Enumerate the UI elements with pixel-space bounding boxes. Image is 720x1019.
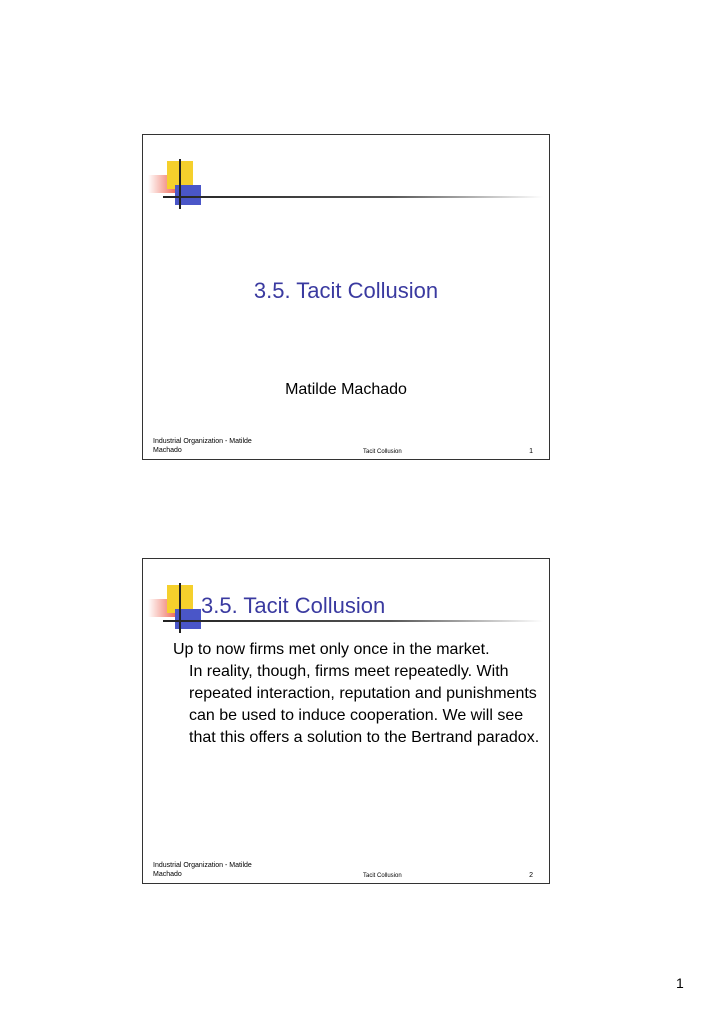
slide-title: 3.5. Tacit Collusion (253, 278, 439, 303)
footer-left-line2: Machado (153, 447, 182, 454)
deco-horizontal-line (163, 196, 543, 198)
body-continuation: In reality, though, firms meet repeatedly. With repeated interaction, reputation and punishments can be used to induce cooperation. We will see that this offers a solution to the Bertrand paradox. (189, 663, 540, 746)
slide-footer-center: Tacit Collusion (363, 873, 402, 879)
footer-left-line1: Industrial Organization - Matilde (153, 438, 252, 445)
footer-left-line1: Industrial Organization - Matilde (153, 862, 252, 869)
slide-title: 3.5. Tacit Collusion (201, 593, 386, 618)
slide-2 (142, 558, 550, 884)
slide-footer-left (153, 437, 252, 455)
deco-vertical-line (179, 159, 181, 209)
deco-horizontal-line (163, 620, 543, 622)
footer-left-line2: Machado (153, 871, 182, 878)
deco-vertical-line (179, 583, 181, 633)
slide-footer-center: Tacit Collusion (363, 449, 402, 455)
slide-number: 1 (529, 448, 533, 455)
page-number: 1 (676, 975, 684, 991)
slide-footer-left (153, 861, 252, 879)
body-first-line: Up to now firms met only once in the market. (173, 641, 490, 658)
slide-decoration (143, 135, 543, 215)
slide-1 (142, 134, 550, 460)
slide-author: Matilde Machado (285, 381, 407, 398)
slide-number: 2 (529, 872, 533, 879)
slide-body (173, 639, 543, 749)
